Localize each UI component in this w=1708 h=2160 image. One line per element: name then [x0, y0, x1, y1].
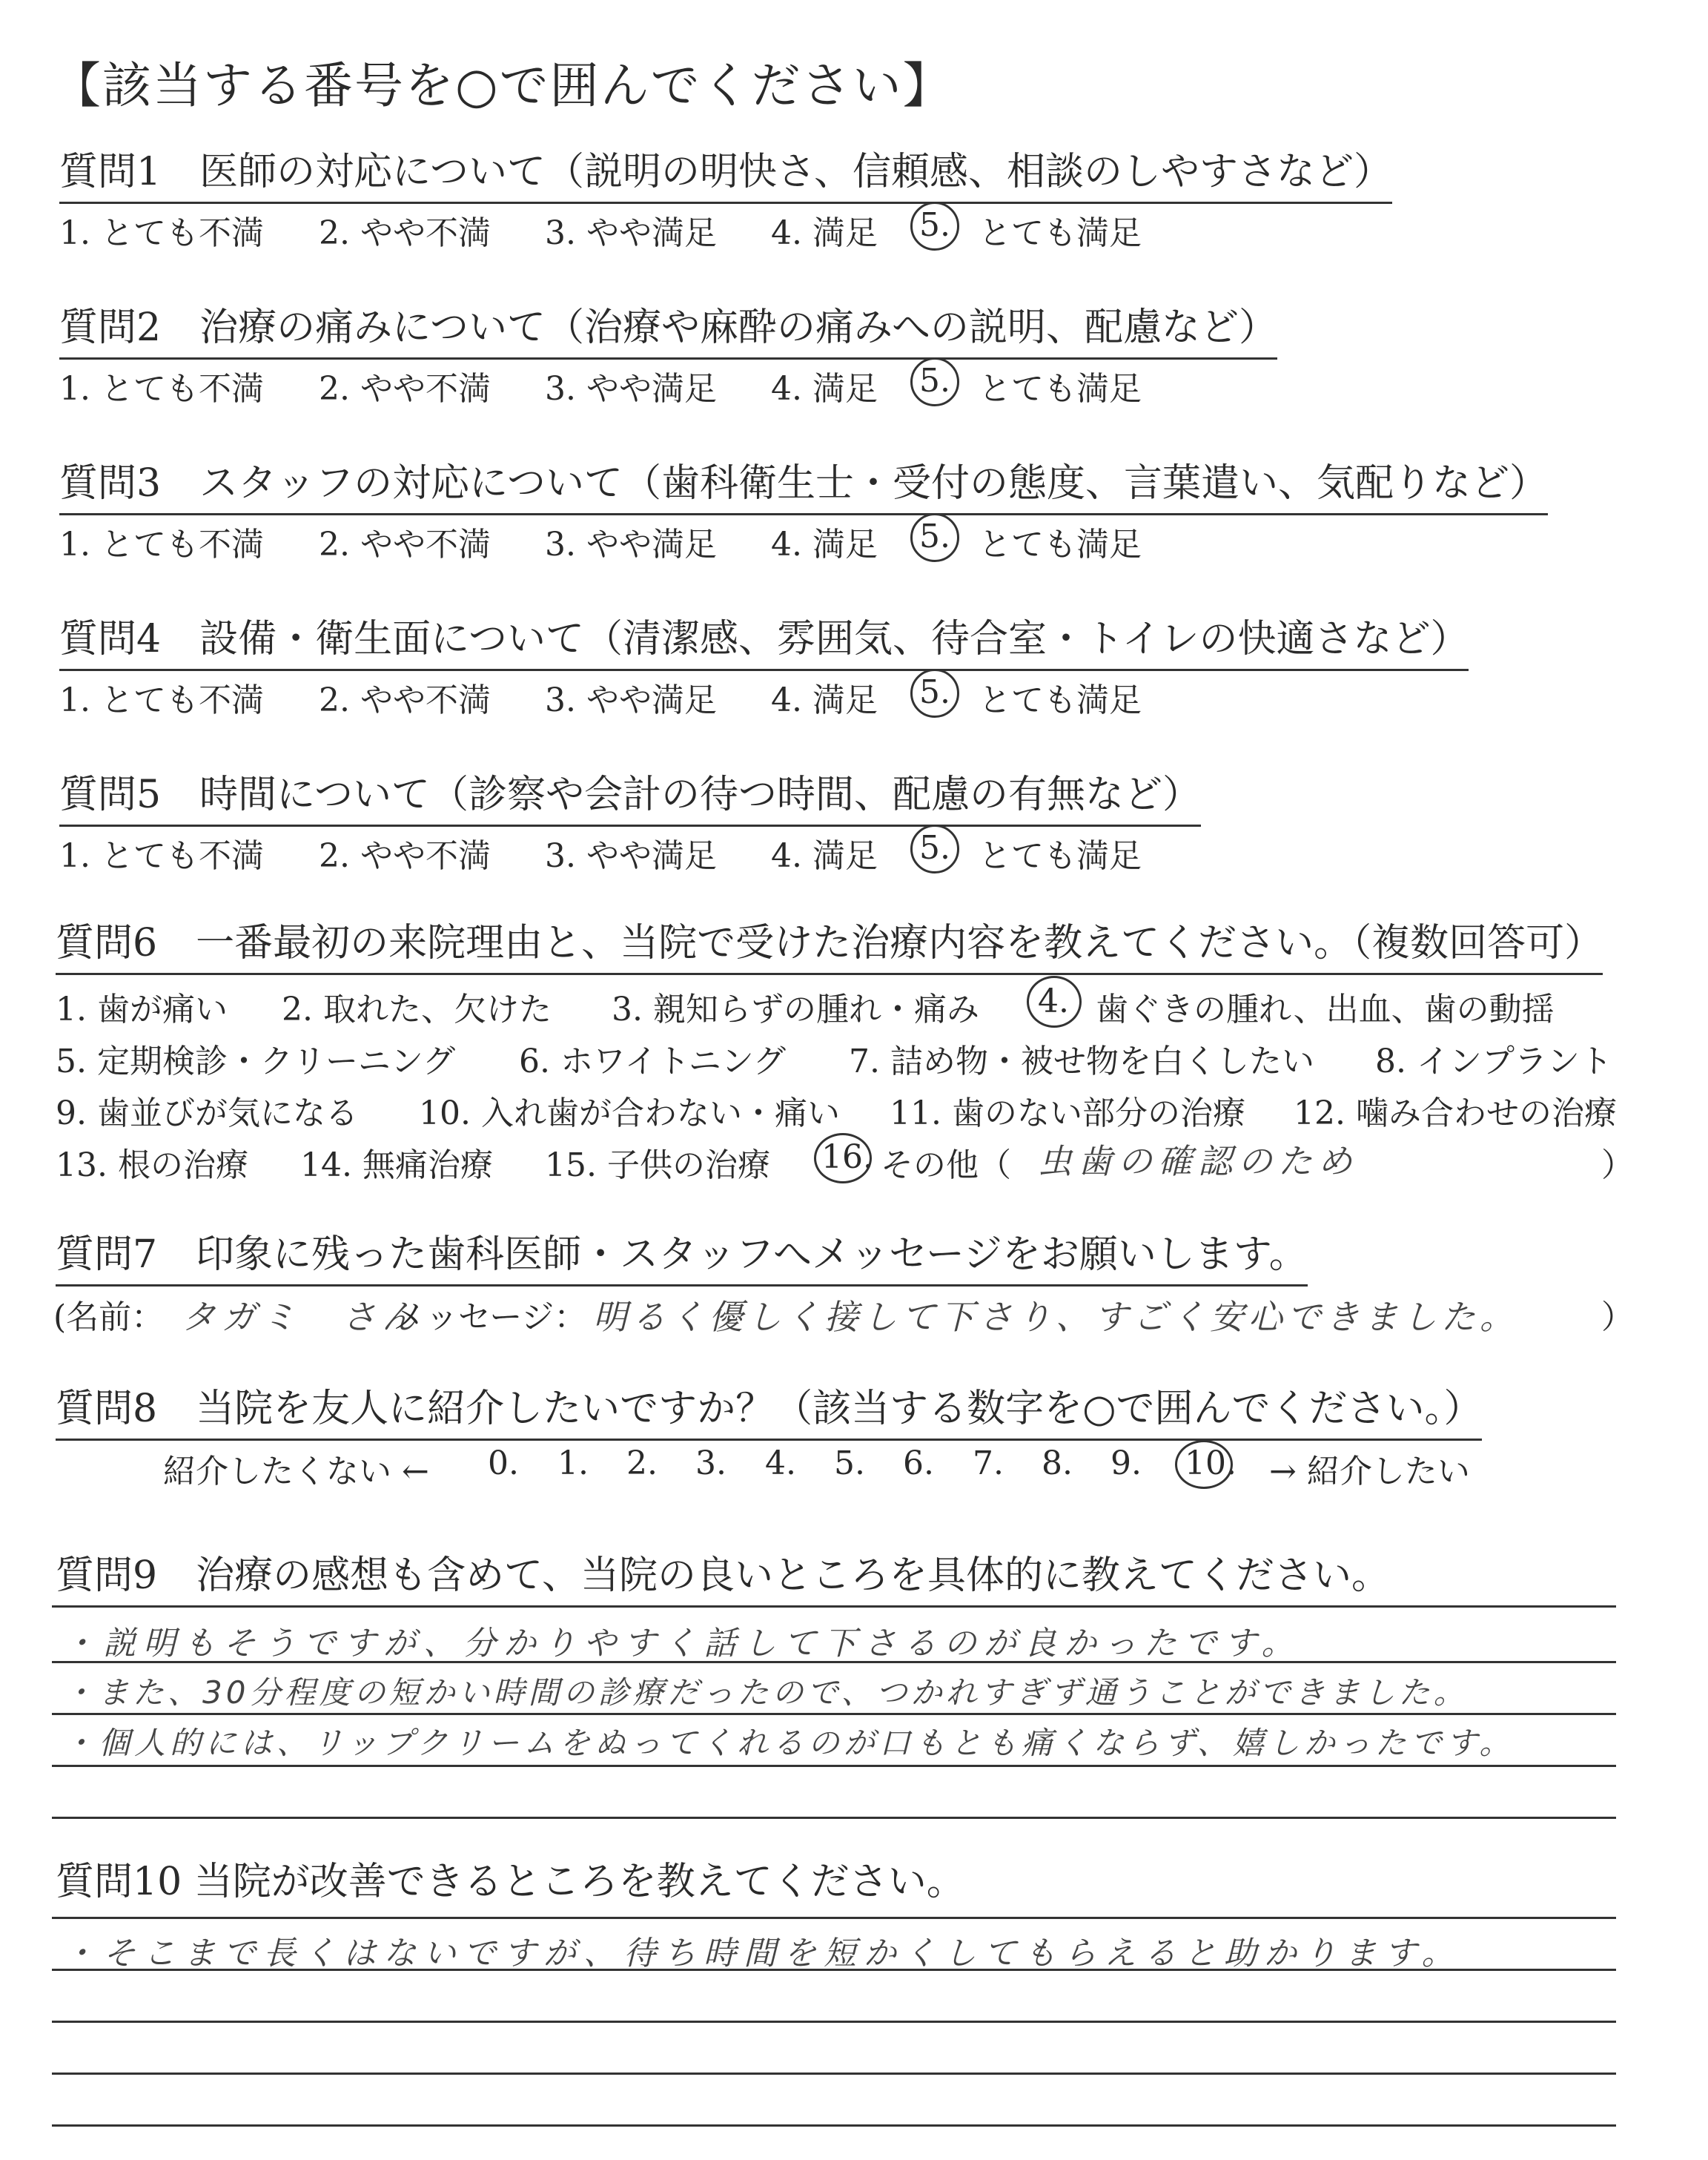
- option-2[interactable]: 2. やや不満: [319, 370, 491, 408]
- reason-option-6[interactable]: 6. ホワイトニング: [519, 1043, 787, 1080]
- question-8-title: 質問8 当院を友人に紹介したいですか？（該当する数字を○で囲んでください。）: [56, 1385, 1482, 1441]
- option-5[interactable]: 5.: [919, 518, 950, 555]
- question-2-title: 質問2 治療の痛みについて（治療や麻酔の痛みへの説明、配慮など）: [59, 304, 1277, 360]
- option-1[interactable]: 1. とても不満: [59, 837, 264, 875]
- selection-circle: [910, 669, 959, 718]
- scale-left-label: 紹介したくない ←: [163, 1453, 429, 1490]
- scale-8[interactable]: 8.: [1042, 1444, 1073, 1482]
- question-4-title: 質問4 設備・衛生面について（清潔感、雰囲気、待合室・トイレの快適さなど）: [59, 615, 1469, 671]
- scale-9[interactable]: 9.: [1110, 1444, 1142, 1482]
- option-5[interactable]: 5.: [919, 673, 950, 711]
- answer-line: [52, 1713, 1616, 1715]
- option-2[interactable]: 2. やや不満: [319, 526, 491, 564]
- reason-option-12[interactable]: 12. 噛み合わせの治療: [1294, 1094, 1617, 1132]
- reason-option-15[interactable]: 15. 子供の治療: [545, 1146, 770, 1184]
- option-1[interactable]: 1. とても不満: [59, 526, 264, 564]
- reason-option-1[interactable]: 1. 歯が痛い: [56, 991, 228, 1028]
- question-3-title: 質問3 スタッフの対応について（歯科衛生士・受付の態度、言葉遣い、気配りなど）: [59, 460, 1548, 515]
- answer-text: ・また、30分程度の短かい時間の診療だったので、つかれすぎず通うことができました。: [63, 1674, 1469, 1711]
- answer-line: [52, 1765, 1616, 1767]
- message-label: メッセージ：: [393, 1298, 587, 1336]
- selection-circle: [1027, 976, 1082, 1028]
- scale-5[interactable]: 5.: [834, 1444, 865, 1482]
- option-4[interactable]: 4. 満足: [771, 681, 878, 719]
- option-4[interactable]: 4. 満足: [771, 837, 878, 875]
- question-5-title: 質問5 時間について（診察や会計の待つ時間、配慮の有無など）: [59, 771, 1201, 827]
- option-1[interactable]: 1. とても不満: [59, 681, 264, 719]
- option-5-label: とても満足: [979, 837, 1142, 875]
- reason-option-2[interactable]: 2. 取れた、欠けた: [282, 991, 552, 1028]
- scale-1[interactable]: 1.: [557, 1444, 589, 1482]
- question-7-title: 質問7 印象に残った歯科医師・スタッフへメッセージをお願いします。: [56, 1231, 1308, 1287]
- reason-option-4-label: 歯ぐきの腫れ、出血、歯の動揺: [1096, 991, 1555, 1028]
- selection-circle: [1175, 1440, 1233, 1489]
- selection-circle: [910, 202, 959, 251]
- answer-line: [52, 1605, 1616, 1608]
- question-6-title: 質問6 一番最初の来院理由と、当院で受けた治療内容を教えてください。（複数回答可）: [56, 919, 1603, 975]
- scale-3[interactable]: 3.: [695, 1444, 726, 1482]
- option-4[interactable]: 4. 満足: [771, 370, 878, 408]
- selection-circle: [814, 1133, 872, 1183]
- scale-right-label: → 紹介したい: [1269, 1453, 1470, 1490]
- name-label: (名前：: [53, 1298, 165, 1336]
- option-3[interactable]: 3. やや満足: [545, 214, 717, 252]
- option-2[interactable]: 2. やや不満: [319, 837, 491, 875]
- option-5[interactable]: 5.: [919, 206, 950, 244]
- option-5-label: とても満足: [979, 526, 1142, 564]
- answer-text: ・個人的には、リップクリームをぬってくれるのが口もとも痛くならず、嬉しかったです。: [63, 1725, 1515, 1761]
- option-3[interactable]: 3. やや満足: [545, 681, 717, 719]
- option-4[interactable]: 4. 満足: [771, 214, 878, 252]
- scale-6[interactable]: 6.: [903, 1444, 934, 1482]
- answer-line: [52, 1661, 1616, 1663]
- scale-0[interactable]: 0.: [488, 1444, 519, 1482]
- question-10-title: 質問10 当院が改善できるところを教えてください。: [56, 1860, 965, 1904]
- reason-option-14[interactable]: 14. 無痛治療: [300, 1146, 493, 1184]
- answer-line: [52, 1817, 1616, 1819]
- option-5-label: とても満足: [979, 681, 1142, 719]
- reason-option-7[interactable]: 7. 詰め物・被せ物を白くしたい: [849, 1043, 1314, 1080]
- answer-line: [52, 1969, 1616, 1971]
- answer-line: [52, 2124, 1616, 2127]
- reason-option-16[interactable]: 16.: [821, 1138, 873, 1176]
- option-2[interactable]: 2. やや不満: [319, 214, 491, 252]
- answer-text: ・説明もそうですが、分かりやすく話して下さるのが良かったです。: [63, 1625, 1302, 1662]
- answer-line: [52, 1917, 1616, 1919]
- reason-option-5[interactable]: 5. 定期検診・クリーニング: [56, 1043, 456, 1080]
- reason-option-4[interactable]: 4.: [1038, 982, 1069, 1020]
- option-1[interactable]: 1. とても不満: [59, 214, 264, 252]
- reason-option-13[interactable]: 13. 根の治療: [56, 1146, 248, 1184]
- option-3[interactable]: 3. やや満足: [545, 526, 717, 564]
- reason-option-9[interactable]: 9. 歯並びが気になる: [56, 1094, 358, 1132]
- option-5-label: とても満足: [979, 214, 1142, 252]
- scale-4[interactable]: 4.: [765, 1444, 796, 1482]
- scale-7[interactable]: 7.: [973, 1444, 1004, 1482]
- scale-10[interactable]: 10.: [1185, 1444, 1237, 1482]
- message-handwritten[interactable]: 明るく優しく接して下さり、すごく安心できました。: [593, 1297, 1518, 1337]
- reason-other-close: ）: [1601, 1146, 1634, 1184]
- answer-line: [52, 2021, 1616, 2023]
- page-header: 【該当する番号を○で囲んでください】: [52, 57, 953, 114]
- option-5-label: とても満足: [979, 370, 1142, 408]
- answer-text: ・そこまで長くはないですが、待ち時間を短かくしてもらえると助かります。: [63, 1935, 1462, 1972]
- reason-option-11[interactable]: 11. 歯のない部分の治療: [890, 1094, 1245, 1132]
- reason-other-handwritten[interactable]: 虫歯の確認のため: [1038, 1141, 1358, 1181]
- selection-circle: [910, 357, 959, 406]
- selection-circle: [910, 513, 959, 562]
- option-2[interactable]: 2. やや不満: [319, 681, 491, 719]
- option-5[interactable]: 5.: [919, 829, 950, 867]
- option-4[interactable]: 4. 満足: [771, 526, 878, 564]
- option-3[interactable]: 3. やや満足: [545, 837, 717, 875]
- selection-circle: [910, 825, 959, 873]
- option-1[interactable]: 1. とても不満: [59, 370, 264, 408]
- answer-line: [52, 2073, 1616, 2075]
- option-5[interactable]: 5.: [919, 362, 950, 400]
- reason-option-3[interactable]: 3. 親知らずの腫れ・痛み: [612, 991, 979, 1028]
- message-close: ）: [1601, 1298, 1634, 1336]
- question-9-title: 質問9 治療の感想も含めて、当院の良いところを具体的に教えてください。: [56, 1553, 1391, 1598]
- scale-2[interactable]: 2.: [626, 1444, 658, 1482]
- option-3[interactable]: 3. やや満足: [545, 370, 717, 408]
- question-1-title: 質問1 医師の対応について（説明の明快さ、信頼感、相談のしやすさなど）: [59, 148, 1392, 204]
- reason-other-label: その他（: [881, 1146, 1011, 1184]
- name-handwritten[interactable]: タガミ さん: [182, 1297, 422, 1337]
- reason-option-8[interactable]: 8. インプラント: [1375, 1043, 1612, 1080]
- reason-option-10[interactable]: 10. 入れ歯が合わない・痛い: [419, 1094, 840, 1132]
